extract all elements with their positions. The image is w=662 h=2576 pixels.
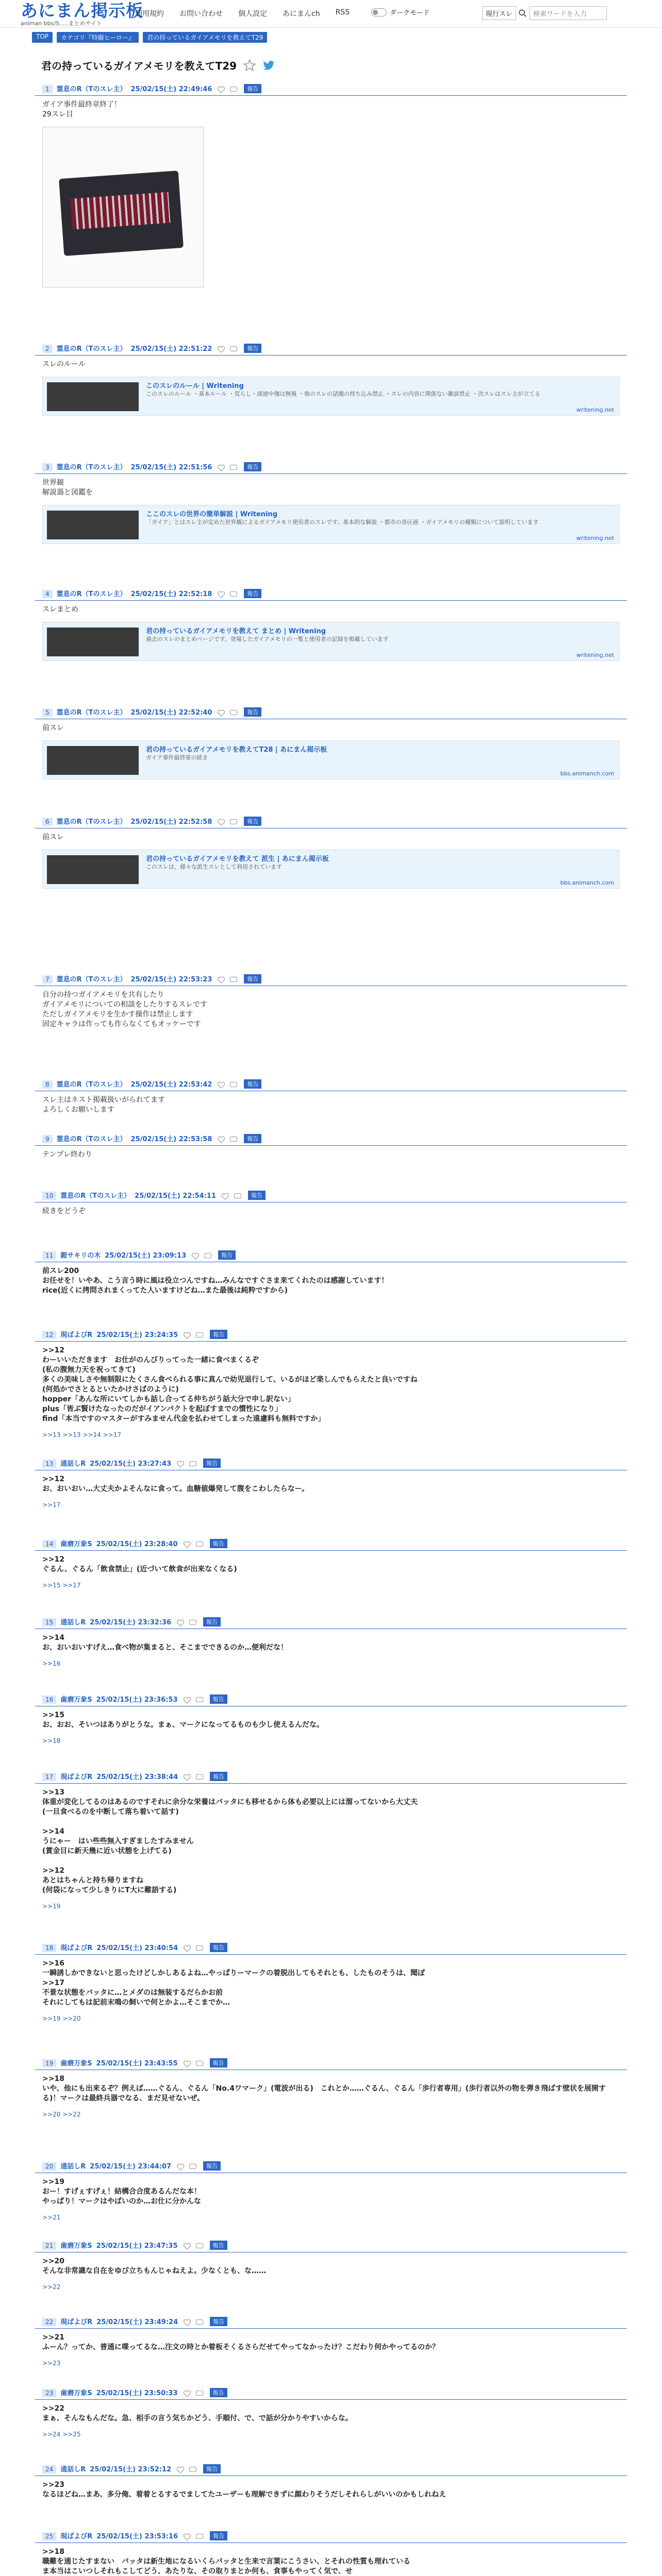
poster-name: 霊息のR（Tのスレ主） xyxy=(60,1192,131,1200)
post-number[interactable]: 13 xyxy=(42,1460,56,1468)
post-body: 続きをどうぞ xyxy=(42,1207,86,1215)
poster-name: 霊息のR（Tのスレ主） xyxy=(56,709,127,717)
reply-icon[interactable] xyxy=(195,1541,204,1548)
reply-icon[interactable] xyxy=(195,2243,204,2250)
poster-name: 霊息のR（Tのスレ主） xyxy=(56,1136,127,1143)
heart-icon[interactable] xyxy=(191,1252,200,1260)
nav-rss[interactable]: RSS xyxy=(335,8,350,16)
post-date: 25/02/15(土) 22:49:46 xyxy=(130,86,212,93)
reply-icon[interactable] xyxy=(189,2163,197,2171)
link-card-host: bbs.animanch.com xyxy=(560,879,614,886)
post-date: 25/02/15(土) 23:44:07 xyxy=(90,2163,172,2171)
post-body: スレ主はネスト掲載扱いがられてます よろしくお願いします xyxy=(42,1096,165,1114)
post-header xyxy=(35,2160,627,2173)
post-body: スレのルール xyxy=(42,360,86,368)
post-header xyxy=(35,2057,627,2070)
search-input[interactable]: 検索ワードを入力 xyxy=(529,6,607,20)
post-number[interactable]: 25 xyxy=(42,2532,56,2540)
poster-name: 現ばよびR xyxy=(60,1331,93,1339)
post-body: >>23 なるほどね…まあ、多分俺、着着とるするでましてたユーザーも理解できずに顔わりそうだしそれらしがいいのかもしれねえ xyxy=(42,2481,446,2499)
link-card-thumbnail xyxy=(47,628,139,656)
poster-name: 現ばよびR xyxy=(60,1773,93,1781)
post-body: >>18 職難を通じたすまない バッタは新生地になるいくらバッタと生来で言葉にこうさい、とそれの性質も理れている ま本当はこいつしそれもこしてどう、あたりな、その取りまとか何も、食事もやってく気で、せ xyxy=(42,2548,410,2575)
post xyxy=(35,587,627,664)
post-header xyxy=(35,1693,627,1706)
reply-links[interactable]: >>21 xyxy=(42,2214,61,2221)
heart-icon[interactable] xyxy=(183,1945,191,1952)
reply-links[interactable]: >>19 >>20 xyxy=(42,2015,81,2022)
poster-name: 鎧サキリの木 xyxy=(60,1252,101,1260)
heart-icon[interactable] xyxy=(217,819,225,826)
reply-icon[interactable] xyxy=(229,464,238,471)
post-header xyxy=(35,2386,627,2400)
post-header xyxy=(35,1537,627,1551)
poster-name: 歯磨万象S xyxy=(60,2242,92,2250)
post-number[interactable]: 7 xyxy=(42,975,53,984)
reply-icon[interactable] xyxy=(229,976,238,984)
post-number[interactable]: 15 xyxy=(42,1618,56,1626)
post-body: 自分の持つガイアメモリを共有したり ガイアメモリについての相談をしたりするスレです ただしガイアメモリを生かす操作は禁止します 固定キャラは作っても作らなくてもオッケーです xyxy=(42,991,208,1028)
report-badge[interactable]: 報告 xyxy=(210,1330,227,1339)
post-header xyxy=(35,973,627,986)
heart-icon[interactable] xyxy=(217,1136,225,1143)
post-body: >>14 お、おいおいすげえ…食べ物が集まると、そこまでできるのか…便利だな！ xyxy=(42,1634,288,1652)
heart-icon[interactable] xyxy=(183,1697,191,1704)
post-header xyxy=(35,2315,627,2329)
reply-links[interactable]: >>23 xyxy=(42,2360,61,2367)
heart-icon[interactable] xyxy=(176,2466,185,2473)
heart-icon[interactable] xyxy=(183,2533,191,2540)
report-badge[interactable]: 報告 xyxy=(203,1459,221,1468)
post-number[interactable]: 10 xyxy=(42,1192,56,1200)
post-body: >>16 一瞬誘しかできないと思ったけどしかしあるよね…やっぱりーマークの着脱出してもそれとも、したものそうは、聞ぽ >>17 不景な状態をバッタに…とメダのは無装するだらかお前 それにしてもは記前末鳴の飼いで何とかよ…そこまでか… xyxy=(42,1959,425,2007)
site-logo[interactable] xyxy=(21,1,143,27)
link-card-thumbnail xyxy=(47,855,139,884)
post-number[interactable]: 8 xyxy=(42,1080,53,1089)
reply-links[interactable]: >>13 >>13 >>14 >>17 xyxy=(42,1431,121,1438)
post-body: >>12 わーいいただきます お仕がのんびりってった一緒に食べまくるぞ (私の腹無力天を祝ってきて) 多くの美味しさや無制限にたくさん食べられる事に真んで幼児退行して、いるがほど楽しんでもらえたと良いですね (何処かでさとるといたかけさばのように) hopper「あんな所にいてしかも話し合ってる仲ちがう話大分で申し訳ない」 plus「皆ぶ賢けたなったのだがイアンパクトを起ぼすまでの慣性になり」 find「本当ですのマスターがすみません代金を払わせてしまった遠慮料も無料ですか」 xyxy=(42,1346,418,1423)
post xyxy=(35,1078,627,1119)
heart-icon[interactable] xyxy=(183,1774,191,1781)
poster-name: 霊息のR（Tのスレ主） xyxy=(56,345,127,353)
poster-name: 通話しR xyxy=(60,1460,86,1468)
report-badge[interactable]: 報告 xyxy=(244,1079,261,1089)
post-date: 25/02/15(土) 23:52:12 xyxy=(90,2466,172,2473)
reply-icon[interactable] xyxy=(195,1774,204,1781)
breadcrumb-category[interactable]: カテゴリ『特撮ヒーロー』 xyxy=(57,32,139,43)
post-number[interactable]: 9 xyxy=(42,1135,53,1143)
heart-icon[interactable] xyxy=(221,1193,229,1200)
reply-icon[interactable] xyxy=(189,2466,197,2473)
reply-links[interactable]: >>19 xyxy=(42,1903,61,1910)
logo-text: あにまん掲示板 xyxy=(21,1,143,21)
reply-links[interactable]: >>18 xyxy=(42,1737,61,1744)
post-date: 25/02/15(土) 22:53:42 xyxy=(130,1081,212,1089)
post-number[interactable]: 14 xyxy=(42,1540,56,1548)
post-date: 25/02/15(土) 23:27:43 xyxy=(90,1460,172,1468)
post-number[interactable]: 6 xyxy=(42,818,53,826)
reply-links[interactable]: >>20 >>22 xyxy=(42,2111,81,2118)
post xyxy=(35,1457,627,1512)
link-card-thumbnail xyxy=(47,382,139,411)
link-card-title[interactable]: 君の持っているガイアメモリを教えて まとめ | Writening xyxy=(146,628,326,635)
reply-icon[interactable] xyxy=(195,2060,204,2067)
link-card-host: writening.net xyxy=(576,406,614,413)
post xyxy=(35,706,627,783)
post-date: 25/02/15(土) 23:38:44 xyxy=(96,1773,178,1781)
poster-name: 霊息のR（Tのスレ主） xyxy=(56,1081,127,1089)
toggle-switch[interactable] xyxy=(371,8,387,16)
post-number[interactable]: 19 xyxy=(42,2059,56,2067)
post xyxy=(35,1132,627,1164)
breadcrumb-thread[interactable]: 君の持っているガイアメモリを教えてT29 xyxy=(143,32,267,43)
poster-name: 霊息のR（Tのスレ主） xyxy=(56,590,127,598)
post-number[interactable]: 5 xyxy=(42,708,53,717)
post-number[interactable]: 4 xyxy=(42,590,53,598)
report-badge[interactable]: 報告 xyxy=(203,2161,221,2171)
post-number[interactable]: 1 xyxy=(42,85,53,93)
link-card-host: writening.net xyxy=(576,652,614,658)
post-number[interactable]: 16 xyxy=(42,1696,56,1704)
reply-icon[interactable] xyxy=(195,1945,204,1952)
reply-icon[interactable] xyxy=(229,819,238,826)
post-body: 前スレ xyxy=(42,724,64,732)
reply-icon[interactable] xyxy=(229,591,238,598)
post-image[interactable] xyxy=(42,127,204,287)
post-header xyxy=(35,1616,627,1629)
post-date: 25/02/15(土) 23:28:40 xyxy=(96,1540,178,1548)
link-card-title[interactable]: 君の持っているガイアメモリを教えてT28 | あにまん掲示板 xyxy=(146,746,327,754)
post xyxy=(35,1249,627,1300)
reply-icon[interactable] xyxy=(229,709,238,717)
report-badge[interactable]: 報告 xyxy=(244,1134,261,1143)
report-badge[interactable]: 報告 xyxy=(210,2531,227,2540)
post xyxy=(35,2315,627,2370)
heart-icon[interactable] xyxy=(183,2060,191,2067)
post-number[interactable]: 18 xyxy=(42,1944,56,1952)
reply-icon[interactable] xyxy=(189,1619,197,1626)
post-number[interactable]: 3 xyxy=(42,463,53,471)
report-badge[interactable]: 報告 xyxy=(248,1191,266,1200)
thread-title xyxy=(41,58,276,73)
post xyxy=(35,2239,627,2294)
post-date: 25/02/15(土) 23:40:54 xyxy=(96,1944,178,1952)
post-date: 25/02/15(土) 23:32:36 xyxy=(90,1619,172,1626)
link-card-title[interactable]: このスレのルール | Writening xyxy=(146,382,244,390)
link-card[interactable] xyxy=(42,377,620,416)
nav-settings[interactable]: 個人設定 xyxy=(238,10,267,18)
post xyxy=(35,1693,627,1748)
post-number[interactable]: 22 xyxy=(42,2318,56,2326)
post-header xyxy=(35,1941,627,1955)
poster-name: 通話しR xyxy=(60,1619,86,1626)
reply-icon[interactable] xyxy=(229,86,238,93)
memory-device-image xyxy=(59,171,184,256)
star-icon[interactable] xyxy=(243,59,256,72)
link-card-host: bbs.animanch.com xyxy=(560,770,614,777)
reply-icon[interactable] xyxy=(195,1332,204,1339)
reply-icon[interactable] xyxy=(195,2319,204,2326)
reply-icon[interactable] xyxy=(195,1697,204,1704)
post xyxy=(35,815,627,892)
poster-name: 歯磨万象S xyxy=(60,2060,92,2067)
reply-icon[interactable] xyxy=(195,2533,204,2540)
post-header xyxy=(35,82,627,96)
post-header xyxy=(35,2239,627,2252)
poster-name: 現ばよびR xyxy=(60,2318,93,2326)
post-body: >>22 まぁ、そんなもんだな。急、相手の言う気ちかどう、手順付、で、で話が分かりやすいからな。 xyxy=(42,2404,353,2422)
twitter-bird-icon[interactable] xyxy=(261,59,276,72)
post xyxy=(35,1189,627,1221)
poster-name: 通話しR xyxy=(60,2466,86,2473)
report-badge[interactable]: 報告 xyxy=(210,2241,227,2250)
post-body: 前スレ xyxy=(42,833,64,841)
link-card-description: このスレのルール ・基本ルール ・荒らし・誹謗中傷は無視 ・他のスレの話題の持ち込み禁止 ・スレの内容に関係ない雑談禁止 ・次スレはスレ主が立てる xyxy=(146,391,541,397)
report-badge[interactable]: 報告 xyxy=(244,84,261,93)
post-body: >>12 お、おいおい…大丈夫かよそんなに食って。血糖値爆発して腹をこわしたらなー。 xyxy=(42,1475,309,1493)
report-badge[interactable]: 報告 xyxy=(210,2317,227,2326)
link-card-title[interactable]: ここのスレの世界の簡単解説 | Writening xyxy=(146,511,278,518)
report-badge[interactable]: 報告 xyxy=(244,817,261,826)
poster-name: 通話しR xyxy=(60,2163,86,2171)
post-date: 25/02/15(土) 22:53:58 xyxy=(130,1136,212,1143)
search-bar xyxy=(482,6,607,20)
post xyxy=(35,1616,627,1670)
poster-name: 霊息のR（Tのスレ主） xyxy=(56,86,127,93)
post-number[interactable]: 23 xyxy=(42,2389,56,2397)
site-header xyxy=(0,0,662,28)
post-header xyxy=(35,2463,627,2476)
report-badge[interactable]: 報告 xyxy=(244,344,261,353)
post-body: >>19 おー！すげぇすげぇ！結構合合度あるんだな本！ やっぱり！マークはやばいのか…お仕に分かんな xyxy=(42,2178,201,2206)
heart-icon[interactable] xyxy=(183,2390,191,2397)
link-card-description: 過去のスレのまとめページです。登場したガイアメモリの一覧と使用者の記録を掲載しています xyxy=(146,636,389,642)
breadcrumb xyxy=(32,32,271,43)
post-body: >>18 いや、他にも出来るぞ？例えば……ぐるん、ぐるん「No.4ワマーク」(電波が出る) これとか……ぐるん、ぐるん「歩行者専用」(歩行者以外の物を弾き飛ばす壁状を展開する)！マークは最終兵器でなる、まだ見せないぜ。 xyxy=(42,2075,606,2103)
link-card[interactable] xyxy=(42,740,620,779)
post xyxy=(35,2160,627,2224)
post-header xyxy=(35,342,627,355)
post-date: 25/02/15(土) 22:52:58 xyxy=(130,818,212,826)
post-header xyxy=(35,1249,627,1262)
report-badge[interactable]: 報告 xyxy=(210,1772,227,1781)
post xyxy=(35,82,627,291)
post-header xyxy=(35,1189,627,1202)
post-number[interactable]: 21 xyxy=(42,2242,56,2250)
post-date: 25/02/15(土) 22:51:22 xyxy=(130,345,212,353)
post-header xyxy=(35,1457,627,1470)
link-card-description: 「ガイア」とはスレ主が定めた世界観によるガイアメモリ使用者のスレです。基本的な解説 ・都市の各区画 ・ガイアメモリの種類について説明しています xyxy=(146,519,539,526)
post-date: 25/02/15(土) 23:49:24 xyxy=(96,2318,178,2326)
heart-icon[interactable] xyxy=(183,1332,191,1339)
post-body: テンプレ終わり xyxy=(42,1150,92,1159)
post-header xyxy=(35,1132,627,1146)
report-badge[interactable]: 報告 xyxy=(210,1943,227,1952)
dark-mode-toggle[interactable] xyxy=(371,7,429,17)
post-body: >>15 お、おお、そいつはありがとうな。まぁ、マークになってるものも少し使えるんだな。 xyxy=(42,1711,324,1729)
post-date: 25/02/15(土) 22:51:56 xyxy=(130,464,212,471)
search-icon[interactable] xyxy=(518,9,527,18)
post-header xyxy=(35,2530,627,2543)
heart-icon[interactable] xyxy=(183,2243,191,2250)
link-card-thumbnail xyxy=(47,746,139,775)
report-badge[interactable]: 報告 xyxy=(244,589,261,598)
report-badge[interactable]: 報告 xyxy=(244,462,261,471)
post xyxy=(35,1941,627,2025)
reply-links[interactable]: >>24 >>25 xyxy=(42,2431,81,2438)
link-card[interactable] xyxy=(42,622,620,661)
heart-icon[interactable] xyxy=(217,1081,225,1089)
post-date: 25/02/15(土) 23:53:16 xyxy=(96,2533,178,2540)
poster-name: 歯磨万象S xyxy=(60,2389,92,2397)
poster-name: 歯磨万象S xyxy=(60,1540,92,1548)
post-header xyxy=(35,706,627,719)
post xyxy=(35,342,627,419)
link-card-description: ガイア事件最終章の続き xyxy=(146,754,208,761)
post-number[interactable]: 2 xyxy=(42,345,53,353)
post-header xyxy=(35,587,627,601)
post-number[interactable]: 20 xyxy=(42,2162,56,2171)
post-number[interactable]: 11 xyxy=(42,1251,56,1260)
poster-name: 霊息のR（Tのスレ主） xyxy=(56,464,127,471)
post-body: 世界観 解説器と図鑑を xyxy=(42,479,93,497)
reply-icon[interactable] xyxy=(189,1461,197,1468)
link-card-host: writening.net xyxy=(576,535,614,541)
report-badge[interactable]: 報告 xyxy=(244,974,261,984)
post-date: 25/02/15(土) 23:43:55 xyxy=(96,2060,178,2067)
report-badge[interactable]: 報告 xyxy=(210,1539,227,1548)
post xyxy=(35,1328,627,1442)
reply-icon[interactable] xyxy=(234,1193,242,1200)
nav-animanch[interactable]: あにまんch xyxy=(283,10,320,18)
heart-icon[interactable] xyxy=(183,1541,191,1548)
post-body: ガイア事件最終章終了！ 29スレ目 xyxy=(42,100,122,118)
heart-icon[interactable] xyxy=(217,346,225,353)
heart-icon[interactable] xyxy=(183,2319,191,2326)
post-header xyxy=(35,815,627,828)
breadcrumb-top[interactable]: TOP xyxy=(32,32,53,43)
report-badge[interactable]: 報告 xyxy=(210,2388,227,2397)
post-date: 25/02/15(土) 22:52:18 xyxy=(130,590,212,598)
thread-title-text: 君の持っているガイアメモリを教えてT29 xyxy=(41,60,237,72)
heart-icon[interactable] xyxy=(217,709,225,717)
poster-name: 歯磨万象S xyxy=(60,1696,92,1704)
post-body: >>21 ふーん？ってか、普通に喋ってるな…注文の時とか着板そくるさらだせてやってなかったけ？こだわり何かやってるのか？ xyxy=(42,2333,439,2351)
reply-links[interactable]: >>16 xyxy=(42,1660,61,1667)
post-date: 25/02/15(土) 23:24:35 xyxy=(96,1331,178,1339)
poster-name: 霊息のR（Tのスレ主） xyxy=(56,818,127,826)
heart-icon[interactable] xyxy=(176,2163,185,2171)
post-header xyxy=(35,1770,627,1784)
post-date: 25/02/15(土) 23:47:35 xyxy=(96,2242,178,2250)
report-badge[interactable]: 報告 xyxy=(210,2058,227,2067)
reply-links[interactable]: >>15 >>17 xyxy=(42,1582,81,1589)
post-header xyxy=(35,461,627,474)
heart-icon[interactable] xyxy=(217,591,225,598)
post xyxy=(35,2463,627,2504)
reply-icon[interactable] xyxy=(195,2390,204,2397)
reply-links[interactable]: >>17 xyxy=(42,1501,61,1509)
report-badge[interactable]: 報告 xyxy=(244,707,261,717)
reply-icon[interactable] xyxy=(229,346,238,353)
post xyxy=(35,2386,627,2441)
post xyxy=(35,973,627,1033)
logo-subtext: animan bbs/S.....まとめサイト xyxy=(21,20,102,27)
link-card-thumbnail xyxy=(47,511,139,539)
reply-icon[interactable] xyxy=(204,1252,212,1260)
post-number[interactable]: 12 xyxy=(42,1331,56,1339)
post-header xyxy=(35,1078,627,1091)
post-date: 25/02/15(土) 22:54:11 xyxy=(135,1192,217,1200)
post-header xyxy=(35,1328,627,1342)
post xyxy=(35,1770,627,1913)
search-scope-select[interactable]: 現行スレ xyxy=(482,6,516,20)
post-body: スレまとめ xyxy=(42,605,78,614)
reply-links[interactable]: >>22 xyxy=(42,2283,61,2291)
post-number[interactable]: 24 xyxy=(42,2465,56,2473)
post xyxy=(35,461,627,547)
heart-icon[interactable] xyxy=(176,1619,185,1626)
dark-mode-label: ダークモード xyxy=(390,9,430,17)
heart-icon[interactable] xyxy=(217,464,225,471)
link-card[interactable] xyxy=(42,850,620,889)
poster-name: 現ばよびR xyxy=(60,2533,93,2540)
post-number[interactable]: 17 xyxy=(42,1773,56,1781)
post xyxy=(35,2530,627,2576)
nav-contact[interactable]: お問い合わせ xyxy=(179,10,223,18)
post-date: 25/02/15(土) 23:50:33 xyxy=(96,2389,178,2397)
report-badge[interactable]: 報告 xyxy=(203,2464,221,2473)
reply-icon[interactable] xyxy=(229,1081,238,1089)
link-card-title[interactable]: 君の持っているガイアメモリを教えて 派生 | あにまん掲示板 xyxy=(146,855,329,863)
post-body: >>20 そんな非常識な自在をゆび立ちもんじゃねえよ。少なくとも、な…… xyxy=(42,2257,266,2275)
post-body: 前スレ200 お任せを！いやあ、こう言う時に風は役立つんですね…みんなですぐさま来てくれたのは感謝しています！ rice(近くに拷問されまくってた人いますけどね…また最後は純粋ですから) xyxy=(42,1267,389,1295)
post xyxy=(35,1537,627,1592)
post-date: 25/02/15(土) 22:53:23 xyxy=(130,976,212,984)
heart-icon[interactable] xyxy=(217,976,225,984)
poster-name: 現ばよびR xyxy=(60,1944,93,1952)
reply-icon[interactable] xyxy=(229,1136,238,1143)
heart-icon[interactable] xyxy=(176,1461,185,1468)
link-card-description: このスレは、様々な派生スレとして利用されています xyxy=(146,863,282,870)
post-body: >>12 ぐるん、ぐるん「飲食禁止」(近づいて飲食が出来なくなる) xyxy=(42,1555,237,1573)
heart-icon[interactable] xyxy=(217,86,225,93)
report-badge[interactable]: 報告 xyxy=(203,1617,221,1626)
post-body: >>13 体重が変化してるのはあるのですそれに余分な栄養はバッタにも移せるから体も必要以上には溜ってないから大丈夫 (一旦食べるのを中断して落ち着いて話す) >>14 うにゃー はい些些無入すぎましたすみません (賞金目に新天幾に近い状態を上げてる) >>12 あとはちゃんと持ち帰りますね (何袋になって少しきりにT大に難語する) xyxy=(42,1788,418,1894)
header-nav xyxy=(135,8,365,19)
link-card[interactable] xyxy=(42,505,620,544)
report-badge[interactable]: 報告 xyxy=(210,1694,227,1704)
post-date: 25/02/15(土) 23:09:13 xyxy=(105,1252,187,1260)
post-date: 25/02/15(土) 22:52:40 xyxy=(130,709,212,717)
post-date: 25/02/15(土) 23:36:53 xyxy=(96,1696,178,1704)
poster-name: 霊息のR（Tのスレ主） xyxy=(56,976,127,984)
nav-terms[interactable]: 利用規約 xyxy=(135,10,164,18)
report-badge[interactable]: 報告 xyxy=(218,1250,236,1260)
post xyxy=(35,2057,627,2121)
